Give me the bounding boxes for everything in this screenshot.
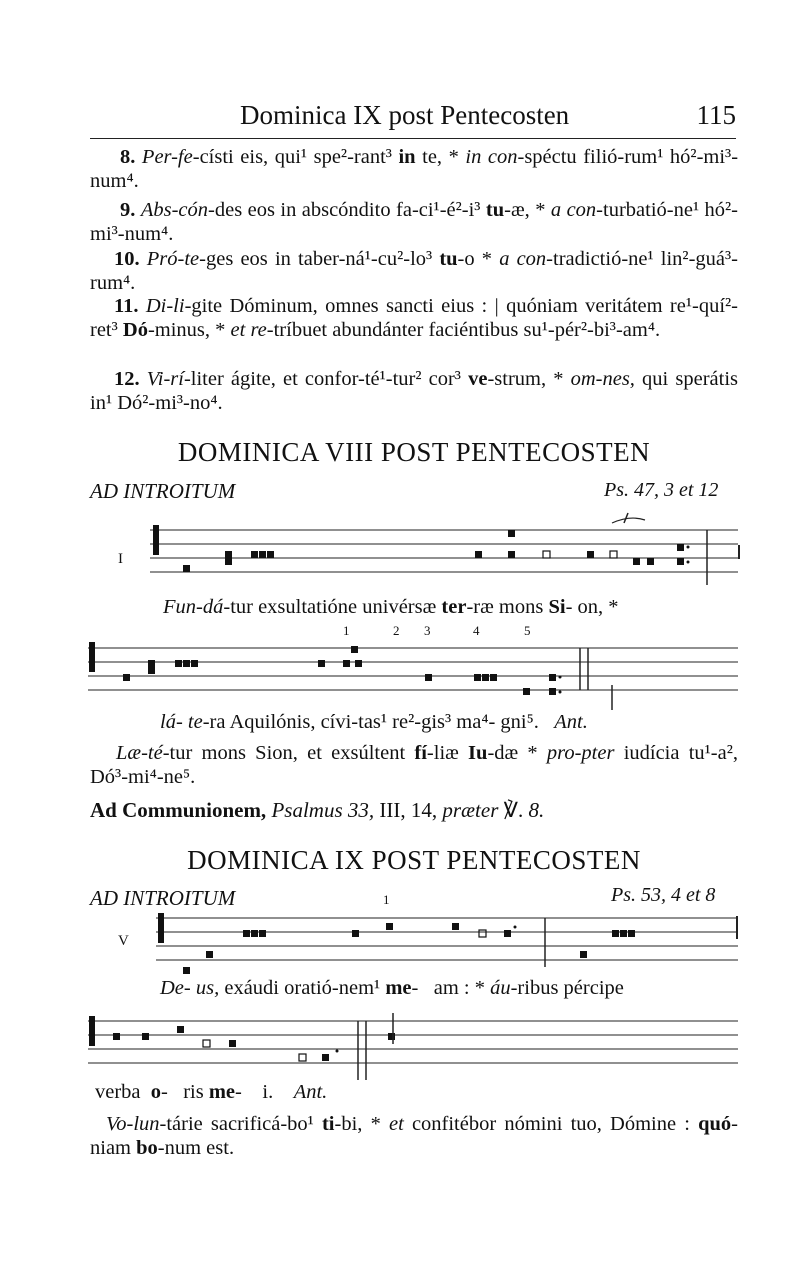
psalm-reference: Ps. 53, 4 et 8 (611, 884, 716, 906)
intonation-number: 1 (343, 623, 350, 638)
communion-note: Ad Communionem, Psalmus 33, III, 14, præter ℣. 8. (90, 798, 545, 822)
verse-text: Di-li-gite Dóminum, omnes sancti eius : | quóniam veritátem re¹-quí²-ret³ Dó-minus, * et re-tríbuet abundánter faciéntibus su¹-pér²-bi³-am⁴. (90, 295, 738, 341)
running-head-title: Dominica IX post Pentecosten (240, 100, 570, 130)
verse-text: Abs-cón-des eos in abscóndito fa-ci¹-é²-i³ tu-æ, * a con-turbatió-ne¹ hó²-mi³-num⁴. (90, 199, 739, 245)
introit-verse-1: Læ-té-tur mons Sion, et exsúltent fí-liæ Iu-dæ * pro-pter iudícia tu¹-a², Dó³-mi⁴-ne⁵. (90, 742, 738, 788)
psalm-reference: Ps. 47, 3 et 12 (604, 479, 719, 501)
verse-11: 11. Di-li-gite Dóminum, omnes sancti eius : | quóniam veritátem re¹-quí²-ret³ Dó-minus, * et re-tríbuet abundánter faciéntibus su¹-pér²-bi³-am⁴. (90, 295, 738, 341)
verse-text: Per-fe-císti eis, qui¹ spe²-rant³ in te, * in con-spéctu filió-rum¹ hó²-mi³-num⁴. (90, 146, 739, 192)
intonation-number: 3 (424, 623, 431, 638)
section-title-dominica-ix: DOMINICA IX POST PENTECOSTEN (187, 845, 641, 875)
intonation-number: 2 (393, 623, 400, 638)
page-number: 115 (696, 100, 736, 130)
intonation-number: 4 (473, 623, 480, 638)
intonation-mark: 1 (383, 892, 390, 907)
music-staff-3 (0, 905, 788, 980)
mode-number: I (118, 551, 123, 567)
section-title-dominica-viii: DOMINICA VIII POST PENTECOSTEN (177, 437, 651, 467)
lyrics-line-1: Fun-dá-tur exsultatióne univérsæ ter-ræ mons Si- on, * (163, 596, 619, 618)
introit-verse-2: Vo-lun-tárie sacrificá-bo¹ ti-bi, * et confitébor nómini tuo, Dómine : quó-niam bo-num est. (90, 1113, 738, 1159)
verse-text: Pró-te-ges eos in taber-ná¹-cu²-lo³ tu-o * a con-tradictió-ne¹ lin²-guá³-rum⁴. (90, 248, 738, 294)
running-head (90, 98, 736, 139)
introit-rubric: AD INTROITUM (90, 886, 236, 910)
lyrics-line-2: lá- te-ra Aquilónis, cívi-tas¹ re²-gis³ ma⁴- gni⁵. Ant. (160, 711, 588, 733)
mode-number: V (118, 933, 129, 949)
music-staff-4 (0, 1010, 788, 1080)
verse-8: 8. Per-fe-císti eis, qui¹ spe²-rant³ in te, * in con-spéctu filió-rum¹ hó²-mi³-num⁴. (90, 146, 739, 192)
verse-10: 10. Pró-te-ges eos in taber-ná¹-cu²-lo³ tu-o * a con-tradictió-ne¹ lin²-guá³-rum⁴. (90, 248, 738, 294)
lyrics-line-4: verba o- ris me- i. Ant. (95, 1081, 328, 1103)
music-staff-1 (0, 505, 788, 595)
introit-rubric: AD INTROITUM (90, 479, 236, 503)
music-staff-2 (0, 630, 788, 710)
verse-text: Vi-rí-liter ágite, et confor-té¹-tur² cor³ ve-strum, * om-nes, qui sperátis in¹ Dó²-mi³-no⁴. (90, 368, 738, 414)
verse-9: 9. Abs-cón-des eos in abscóndito fa-ci¹-é²-i³ tu-æ, * a con-turbatió-ne¹ hó²-mi³-num⁴. (90, 199, 739, 245)
verse-12: 12. Vi-rí-liter ágite, et confor-té¹-tur² cor³ ve-strum, * om-nes, qui sperátis in¹ Dó²-mi³-no⁴. (90, 368, 738, 414)
lyrics-line-3: De- us, exáudi oratió-nem¹ me- am : * áu-ribus pércipe (160, 977, 624, 999)
intonation-number: 5 (524, 623, 531, 638)
